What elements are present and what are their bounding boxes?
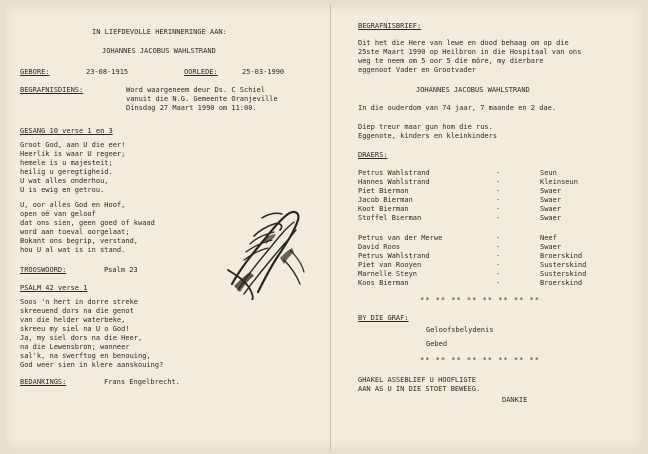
graveside-line: Gebed <box>426 340 448 348</box>
bearer-name: Piet Bierman <box>358 187 409 195</box>
page-fold <box>330 4 331 450</box>
bearer-name: Hannes Wahlstrand <box>358 178 430 186</box>
funeral-service-label: BEGRAFNISDIENS: <box>20 86 84 94</box>
bearer-name: Petrus van der Merwe <box>358 234 443 242</box>
bearer-dash: - <box>496 279 501 287</box>
funeral-line: Word waargeneem deur Ds. C Schiel <box>126 86 266 94</box>
died-label: OORLEDE: <box>184 68 218 76</box>
bearer-dash: - <box>496 252 501 260</box>
bearers-label: DRAERS: <box>358 151 388 159</box>
psalm-line: Soos 'n hert in dorre streke <box>20 298 139 306</box>
hymn-line: U, oor alles God en Hoof, <box>20 201 126 209</box>
notice-line: Dit het die Here van lewe en dood behaag om op die <box>358 39 569 47</box>
bearer-relation: Broerskind <box>540 252 583 260</box>
bearer-name: Piet van Rooyen <box>358 261 422 269</box>
notice-line: eggenoot Vader en Grootvader <box>358 66 477 74</box>
born-date: 23-08-1915 <box>86 68 129 76</box>
hymn-line: hemele is u majesteit; <box>20 159 113 167</box>
bearer-dash: - <box>496 205 501 213</box>
bearer-name: Petrus Wahlstrand <box>358 252 430 260</box>
hymn-line: Bokant ons begrip, verstand, <box>20 237 139 245</box>
bearer-relation: Susterskind <box>540 270 587 278</box>
age-line: In die ouderdom van 74 jaar, 7 maande en 2 dae. <box>358 104 557 112</box>
hymn-line: Groot God, aan U die eer! <box>20 141 126 149</box>
praying-hands-illustration <box>224 200 306 300</box>
hymn-line: word aan toeval oorgelaat; <box>20 228 130 236</box>
notice-line: 25ste Maart 1990 op Heilbron in die Hospitaal van ons <box>358 48 582 56</box>
bearer-name: Petrus Wahlstrand <box>358 169 430 177</box>
separator-stars: ** ** ** ** ** ** ** ** <box>420 296 540 304</box>
bearer-relation: Seun <box>540 169 557 177</box>
memorial-title: IN LIEFDEVOLLE HERINNERINGE AAN: <box>92 28 227 36</box>
bearer-dash: - <box>496 169 501 177</box>
thanks-text: DANKIE <box>502 396 528 404</box>
hymn-line: U wat alles onderhou, <box>20 177 109 185</box>
psalm-line: sal'k, na swerftog en benouing, <box>20 352 151 360</box>
psalm-line: na die Lewensbron; wanneer <box>20 343 130 351</box>
grief-line: Eggenote, kinders en kleinkinders <box>358 132 498 140</box>
bearer-dash: - <box>496 270 501 278</box>
grief-line: Diep treur maar gun hom die rus. <box>358 123 493 131</box>
bearer-name: Marnelle Steyn <box>358 270 418 278</box>
bearer-name: Jacob Bierman <box>358 196 413 204</box>
hymn-line: heilig u geregtigheid. <box>20 168 113 176</box>
hymn-line: U is ewig en getrou. <box>20 186 105 194</box>
psalm-line: skreeu my siel na U o God! <box>20 325 130 333</box>
born-label: GEBORE: <box>20 68 50 76</box>
bearer-relation: Susterskind <box>540 261 587 269</box>
hymn-line: hou U al wat is in stand. <box>20 246 126 254</box>
notice-label: BEGRAFNISBRIEF: <box>358 22 422 30</box>
closing-line: GHAKEL ASSEBLIEF U HOOFLIGTE <box>358 376 477 384</box>
bearer-dash: - <box>496 214 501 222</box>
deceased-name-right: JOHANNES JACOBUS WAHLSTRAND <box>416 86 530 94</box>
bearer-relation: Swaer <box>540 205 562 213</box>
deceased-name: JOHANNES JACOBUS WAHLSTRAND <box>102 47 216 55</box>
hymn-line: open oë van geloof <box>20 210 96 218</box>
funeral-line: vanuit die N.G. Gemeente Oranjeville <box>126 95 278 103</box>
bearer-dash: - <box>496 243 501 251</box>
bearer-relation: Swaer <box>540 196 562 204</box>
thanks-value: Frans Engelbrecht. <box>104 378 180 386</box>
bearer-name: Koot Bierman <box>358 205 409 213</box>
bearer-name: Koos Bierman <box>358 279 409 287</box>
scripture-value: Psalm 23 <box>104 266 138 274</box>
graveside-label: BY DIE GRAF: <box>358 314 409 322</box>
hymn-line: Heerlik is waar U regeer; <box>20 150 126 158</box>
psalm-line: skreeuend dors na die genot <box>20 307 134 315</box>
bearer-dash: - <box>496 196 501 204</box>
bearer-relation: Swaer <box>540 214 562 222</box>
notice-line: weg te neem om 5 oor 5 die môre, my dierbare <box>358 57 544 65</box>
bearer-relation: Broerskind <box>540 279 583 287</box>
hymn-line: dat ons sien, geen goed of kwaad <box>20 219 155 227</box>
psalm-line: Ja, my siel dors na die Heer, <box>20 334 143 342</box>
funeral-line: Dinsdag 27 Maart 1990 om 11:00. <box>126 104 257 112</box>
bearer-dash: - <box>496 261 501 269</box>
bearer-dash: - <box>496 187 501 195</box>
bearer-dash: - <box>496 178 501 186</box>
bearer-name: Stoffel Bierman <box>358 214 422 222</box>
bearer-dash: - <box>496 234 501 242</box>
thanks-label: BEDANKINGS: <box>20 378 67 386</box>
psalm-line: God weer sien in klere aanskouing? <box>20 361 164 369</box>
bearer-relation: Swaer <box>540 243 562 251</box>
bearer-name: David Roos <box>358 243 401 251</box>
bearer-relation: Swaer <box>540 187 562 195</box>
hymn-title: GESANG 10 verse 1 en 3 <box>20 127 113 135</box>
separator-stars: ** ** ** ** ** ** ** ** <box>420 356 540 364</box>
psalm-title: PSALM 42 verse 1 <box>20 284 88 292</box>
bearer-relation: Kleinseun <box>540 178 578 186</box>
bearer-relation: Neef <box>540 234 557 242</box>
died-date: 25-03-1990 <box>242 68 285 76</box>
psalm-line: van die helder waterbeke, <box>20 316 126 324</box>
scripture-label: TROOSWOORD: <box>20 266 67 274</box>
closing-line: AAN AS U IN DIE STOET BEWEEG. <box>358 385 481 393</box>
graveside-line: Geloofsbelydenis <box>426 326 494 334</box>
